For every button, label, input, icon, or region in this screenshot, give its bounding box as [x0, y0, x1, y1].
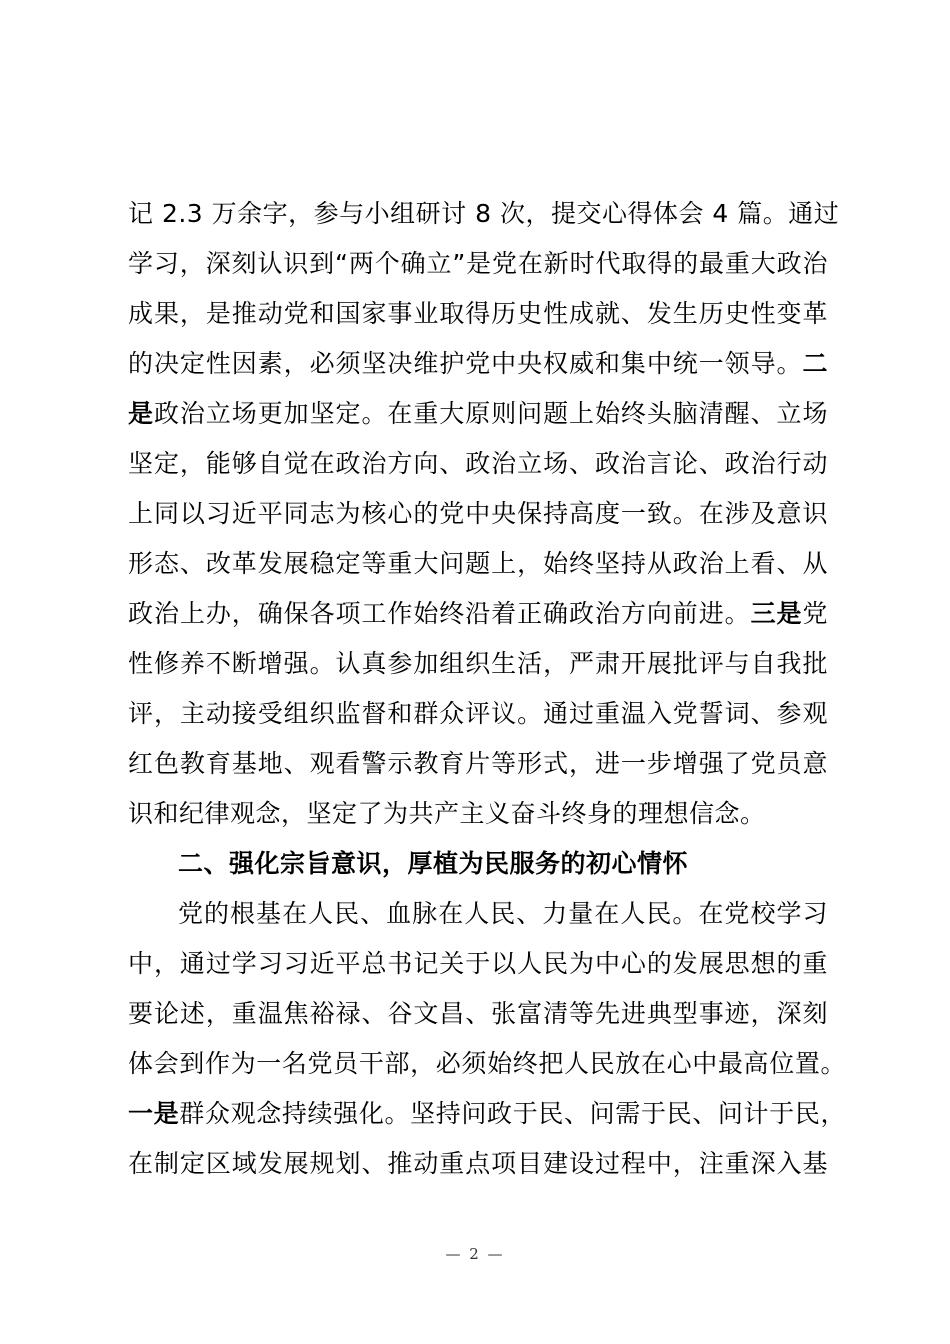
page-number: — 2 —: [445, 1245, 505, 1263]
enumeration-marker-one: 一是: [128, 1099, 180, 1128]
body-line-16: 中，通过学习习近平总书记关于以人民为中心的发展思想的重: [128, 949, 828, 978]
body-line-3: 成果，是推动党和国家事业取得历史性成就、发生历史性变革: [128, 299, 828, 328]
body-line-8: 形态、改革发展稳定等重大问题上，始终坚持从政治上看、从: [128, 549, 828, 578]
body-line-12: 红色教育基地、观看警示教育片等形式，进一步增强了党员意: [128, 749, 828, 778]
body-line-5: [128, 397, 828, 431]
body-line-1: 记 2.3 万余字，参与小组研讨 8 次，提交心得体会 4 篇。通过: [128, 199, 840, 228]
body-line-13: 识和纪律观念，坚定了为共产主义奋斗终身的理想信念。: [128, 799, 766, 828]
body-line-6: 坚定，能够自觉在政治方向、政治立场、政治言论、政治行动: [128, 449, 828, 478]
body-line-2: 学习，深刻认识到“两个确立”是党在新时代取得的最重大政治: [128, 249, 828, 278]
enumeration-marker-two: 二: [802, 349, 828, 378]
enumeration-marker-three: 三是: [750, 599, 803, 628]
body-line-18: 体会到作为一名党员干部，必须始终把人民放在心中最高位置。: [128, 1049, 846, 1078]
body-line-15: 党的根基在人民、血脉在人民、力量在人民。在党校学习: [178, 899, 828, 928]
body-line-19: [128, 1097, 846, 1131]
body-line-9: [128, 597, 828, 631]
body-line-17: 要论述，重温焦裕禄、谷文昌、张富清等先进典型事迹，深刻: [128, 999, 828, 1028]
section-heading-2: 二、强化宗旨意识，厚植为民服务的初心情怀: [178, 849, 689, 878]
line-text: 的决定性因素，必须坚决维护党中央权威和集中统一领导。: [128, 349, 803, 378]
line-text: 政治立场更加坚定。在重大原则问题上始终头脑清醒、立场: [153, 399, 828, 428]
body-line-10: 性修养不断增强。认真参加组织生活，严肃开展批评与自我批: [128, 649, 828, 678]
enumeration-marker-two-cont: 是: [128, 399, 154, 428]
body-line-4: [128, 347, 828, 381]
line-text: 党: [802, 599, 828, 628]
line-text: 群众观念持续强化。坚持问政于民、问需于民、问计于民，: [179, 1099, 846, 1128]
body-line-11: 评，主动接受组织监督和群众评议。通过重温入党誓词、参观: [128, 699, 828, 728]
line-text: 政治上办，确保各项工作始终沿着正确政治方向前进。: [128, 599, 751, 628]
body-line-7: 上同以习近平同志为核心的党中央保持高度一致。在涉及意识: [128, 499, 828, 528]
body-line-20: 在制定区域发展规划、推动重点项目建设过程中，注重深入基: [128, 1149, 828, 1178]
